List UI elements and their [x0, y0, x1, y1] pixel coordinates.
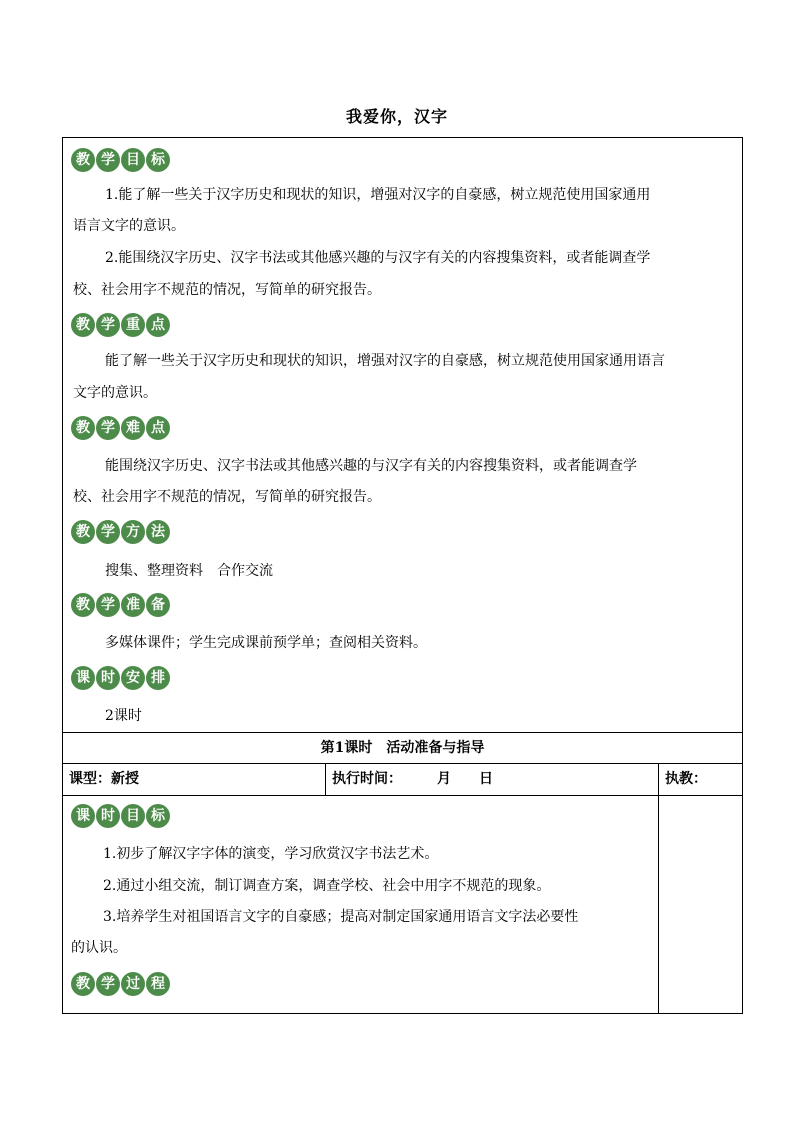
- goal-1-line-b: 语言文字的意识。: [73, 218, 185, 234]
- badge-lesson-goals: [71, 804, 170, 828]
- teacher-label: 执教：: [665, 771, 707, 787]
- badge-char: 过: [121, 972, 145, 996]
- badge-schedule: [71, 666, 170, 690]
- badge-teaching-process: [71, 972, 170, 996]
- lesson-goal-3-line-a: 3.培养学生对祖国语言文字的自豪感；提高对制定国家通用语言文字法必要性: [103, 909, 579, 925]
- badge-char: 教: [71, 972, 95, 996]
- method-text: 搜集、整理资料 合作交流: [105, 563, 273, 579]
- badge-char: 教: [71, 520, 95, 544]
- lesson-goal-1: 1.初步了解汉字字体的演变，学习欣赏汉字书法艺术。: [103, 846, 439, 862]
- lesson-title: 第1课时 活动准备与指导: [320, 740, 485, 756]
- difficulty-line-a: 能围绕汉字历史、汉字书法或其他感兴趣的与汉字有关的内容搜集资料，或者能调查学: [105, 458, 637, 474]
- lesson-goal-3-line-b: 的认识。: [71, 940, 127, 956]
- badge-char: 教: [71, 313, 95, 337]
- badge-char: 准: [121, 593, 145, 617]
- badge-char: 难: [121, 416, 145, 440]
- goal-1-line-a: 1.能了解一些关于汉字历史和现状的知识，增强对汉字的自豪感，树立规范使用国家通用: [105, 187, 651, 203]
- badge-char: 课: [71, 666, 95, 690]
- badge-difficulty: [71, 416, 170, 440]
- execution-time: 执行时间： 月 日: [332, 771, 493, 787]
- badge-char: 学: [96, 416, 120, 440]
- badge-char: 课: [71, 804, 95, 828]
- badge-char: 标: [146, 148, 170, 172]
- badge-char: 排: [146, 666, 170, 690]
- badge-char: 时: [96, 666, 120, 690]
- badge-char: 教: [71, 593, 95, 617]
- badge-char: 点: [146, 416, 170, 440]
- badge-char: 重: [121, 313, 145, 337]
- badge-char: 点: [146, 313, 170, 337]
- lesson-goal-2: 2.通过小组交流，制订调查方案，调查学校、社会中用字不规范的现象。: [103, 878, 551, 894]
- goal-2-line-a: 2.能围绕汉字历史、汉字书法或其他感兴趣的与汉字有关的内容搜集资料，或者能调查学: [105, 250, 651, 266]
- goal-2-line-b: 校、社会用字不规范的情况，写简单的研究报告。: [73, 282, 381, 298]
- badge-char: 学: [96, 972, 120, 996]
- preparation-text: 多媒体课件；学生完成课前预学单；查阅相关资料。: [105, 635, 427, 651]
- lesson-type: 课型：新授: [69, 771, 139, 787]
- badge-char: 方: [121, 520, 145, 544]
- badge-char: 安: [121, 666, 145, 690]
- badge-char: 目: [121, 148, 145, 172]
- schedule-text: 2课时: [105, 708, 142, 724]
- badge-char: 教: [71, 148, 95, 172]
- badge-char: 学: [96, 313, 120, 337]
- badge-teaching-goals: [71, 148, 170, 172]
- badge-char: 程: [146, 972, 170, 996]
- lesson-content-box: [62, 795, 743, 1014]
- lesson-info-row: [62, 763, 743, 796]
- badge-preparation: [71, 593, 170, 617]
- badge-char: 备: [146, 593, 170, 617]
- key-point-line-a: 能了解一些关于汉字历史和现状的知识，增强对汉字的自豪感，树立规范使用国家通用语言: [105, 353, 665, 369]
- badge-key-point: [71, 313, 170, 337]
- difficulty-line-b: 校、社会用字不规范的情况，写简单的研究报告。: [73, 489, 381, 505]
- badge-char: 时: [96, 804, 120, 828]
- badge-char: 教: [71, 416, 95, 440]
- badge-method: [71, 520, 170, 544]
- badge-char: 学: [96, 593, 120, 617]
- key-point-line-b: 文字的意识。: [73, 385, 157, 401]
- lesson-title-row: [62, 732, 743, 764]
- page-title: 我爱你，汉字: [345, 107, 448, 126]
- badge-char: 法: [146, 520, 170, 544]
- badge-char: 学: [96, 148, 120, 172]
- badge-char: 目: [121, 804, 145, 828]
- lesson-overview-box: [62, 137, 743, 733]
- badge-char: 标: [146, 804, 170, 828]
- badge-char: 学: [96, 520, 120, 544]
